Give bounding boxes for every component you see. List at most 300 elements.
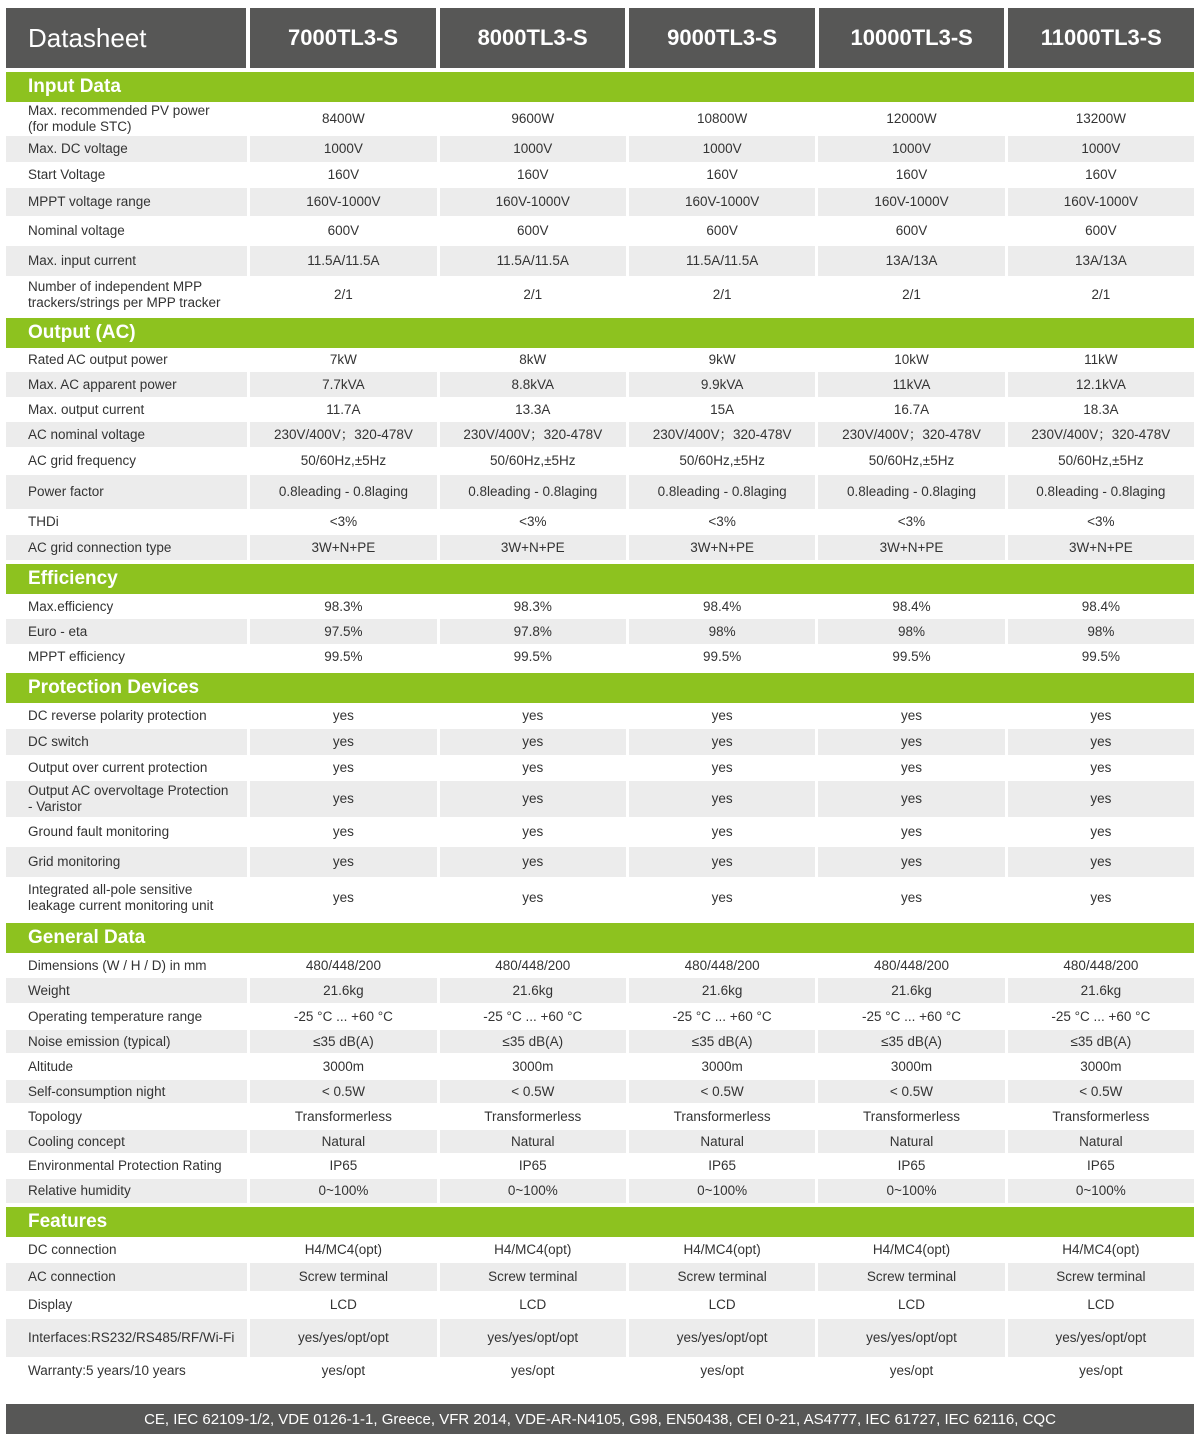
spec-value: 8400W <box>250 102 436 136</box>
spec-value: 1000V <box>250 136 436 162</box>
spec-value: 160V-1000V <box>1008 188 1194 216</box>
spec-value: < 0.5W <box>440 1080 626 1103</box>
spec-value: 3W+N+PE <box>629 535 815 560</box>
spec-value: LCD <box>629 1291 815 1319</box>
spec-value: 99.5% <box>1008 644 1194 669</box>
row-label: Topology <box>6 1103 247 1130</box>
spec-value: 3000m <box>818 1053 1004 1080</box>
spec-value: 11kW <box>1008 348 1194 372</box>
row-label: Start Voltage <box>6 162 247 188</box>
spec-value: yes <box>440 877 626 919</box>
model-header: 7000TL3-S <box>250 8 436 68</box>
spec-value: Screw terminal <box>1008 1263 1194 1291</box>
spec-value: < 0.5W <box>629 1080 815 1103</box>
spec-value: 600V <box>440 216 626 246</box>
spec-value: yes <box>818 781 1004 817</box>
table-row <box>6 1319 1194 1357</box>
spec-value: yes <box>1008 703 1194 729</box>
spec-value: yes <box>629 847 815 877</box>
spec-value: yes <box>250 703 436 729</box>
spec-value: IP65 <box>629 1153 815 1179</box>
section-features <box>6 1207 1194 1385</box>
spec-value: -25 °C ... +60 °C <box>440 1003 626 1030</box>
spec-value: 480/448/200 <box>818 953 1004 978</box>
spec-value: 160V <box>1008 162 1194 188</box>
spec-value: 21.6kg <box>440 978 626 1003</box>
spec-value: H4/MC4(opt) <box>818 1237 1004 1263</box>
table-row <box>6 1263 1194 1291</box>
table-row <box>6 372 1194 397</box>
table-row <box>6 1103 1194 1130</box>
spec-value: yes/yes/opt/opt <box>250 1319 436 1357</box>
table-row <box>6 644 1194 669</box>
table-row <box>6 1053 1194 1080</box>
spec-value: -25 °C ... +60 °C <box>1008 1003 1194 1030</box>
table-row <box>6 1237 1194 1263</box>
spec-value: yes <box>250 877 436 919</box>
spec-value: 0.8leading - 0.8laging <box>629 475 815 509</box>
spec-value: <3% <box>1008 509 1194 535</box>
spec-value: yes <box>629 877 815 919</box>
spec-value: yes <box>250 755 436 781</box>
section-title: Features <box>6 1207 1194 1237</box>
section-input-data <box>6 72 1194 314</box>
spec-value: 160V-1000V <box>250 188 436 216</box>
spec-value: 600V <box>250 216 436 246</box>
spec-value: 3W+N+PE <box>1008 535 1194 560</box>
spec-value: 3W+N+PE <box>250 535 436 560</box>
table-row <box>6 162 1194 188</box>
spec-value: yes/opt <box>250 1357 436 1385</box>
spec-value: 12.1kVA <box>1008 372 1194 397</box>
header-row <box>6 8 1194 68</box>
table-row <box>6 594 1194 619</box>
spec-value: <3% <box>818 509 1004 535</box>
row-label: AC connection <box>6 1263 247 1291</box>
table-row <box>6 781 1194 817</box>
spec-value: Transformerless <box>250 1103 436 1130</box>
spec-value: yes <box>1008 755 1194 781</box>
spec-value: 99.5% <box>818 644 1004 669</box>
spec-value: yes <box>818 817 1004 847</box>
spec-value: 160V <box>250 162 436 188</box>
spec-value: 98.3% <box>440 594 626 619</box>
spec-value: yes <box>440 703 626 729</box>
row-label: AC grid frequency <box>6 447 247 475</box>
spec-value: 0~100% <box>818 1179 1004 1203</box>
spec-value: yes <box>440 755 626 781</box>
spec-value: 0~100% <box>440 1179 626 1203</box>
spec-value: 11.5A/11.5A <box>440 246 626 276</box>
spec-value: 230V/400V；320-478V <box>629 422 815 447</box>
spec-value: yes <box>629 817 815 847</box>
section-title: Protection Devices <box>6 673 1194 703</box>
row-label: Max.efficiency <box>6 594 247 619</box>
spec-value: 99.5% <box>440 644 626 669</box>
row-label: Self-consumption night <box>6 1080 247 1103</box>
row-label: Max. output current <box>6 397 247 422</box>
row-label: Number of independent MPP trackers/strings per MPP tracker <box>6 276 247 314</box>
spec-value: 600V <box>629 216 815 246</box>
table-row <box>6 978 1194 1003</box>
spec-value: yes/yes/opt/opt <box>440 1319 626 1357</box>
table-row <box>6 1030 1194 1053</box>
model-header: 9000TL3-S <box>629 8 815 68</box>
row-label: Warranty:5 years/10 years <box>6 1357 247 1385</box>
spec-value: 2/1 <box>818 276 1004 314</box>
row-label: MPPT voltage range <box>6 188 247 216</box>
spec-value: yes <box>818 877 1004 919</box>
spec-value: LCD <box>440 1291 626 1319</box>
spec-value: yes <box>818 703 1004 729</box>
spec-value: yes <box>818 847 1004 877</box>
row-label: DC switch <box>6 729 247 755</box>
spec-value: 3000m <box>1008 1053 1194 1080</box>
section-output-ac <box>6 318 1194 560</box>
table-row <box>6 509 1194 535</box>
spec-sections <box>6 72 1194 1385</box>
spec-value: yes <box>440 781 626 817</box>
table-row <box>6 102 1194 136</box>
spec-value: ≤35 dB(A) <box>1008 1030 1194 1053</box>
spec-value: 50/60Hz,±5Hz <box>250 447 436 475</box>
spec-value: 160V <box>818 162 1004 188</box>
spec-value: yes <box>818 755 1004 781</box>
spec-value: 160V-1000V <box>629 188 815 216</box>
spec-value: 600V <box>1008 216 1194 246</box>
spec-value: 98.4% <box>818 594 1004 619</box>
spec-value: < 0.5W <box>250 1080 436 1103</box>
spec-value: yes/yes/opt/opt <box>1008 1319 1194 1357</box>
spec-value: 11.5A/11.5A <box>629 246 815 276</box>
spec-value: ≤35 dB(A) <box>250 1030 436 1053</box>
spec-value: 50/60Hz,±5Hz <box>818 447 1004 475</box>
spec-value: 7kW <box>250 348 436 372</box>
row-label: Euro - eta <box>6 619 247 644</box>
spec-value: -25 °C ... +60 °C <box>629 1003 815 1030</box>
spec-value: H4/MC4(opt) <box>250 1237 436 1263</box>
spec-value: Screw terminal <box>818 1263 1004 1291</box>
spec-value: 230V/400V；320-478V <box>1008 422 1194 447</box>
row-label: Power factor <box>6 475 247 509</box>
spec-value: 3000m <box>629 1053 815 1080</box>
spec-value: 11.5A/11.5A <box>250 246 436 276</box>
spec-value: IP65 <box>1008 1153 1194 1179</box>
spec-value: 7.7kVA <box>250 372 436 397</box>
table-row <box>6 1153 1194 1179</box>
spec-value: 3W+N+PE <box>818 535 1004 560</box>
spec-value: yes <box>1008 781 1194 817</box>
spec-value: 21.6kg <box>250 978 436 1003</box>
table-row <box>6 817 1194 847</box>
spec-value: 0.8leading - 0.8laging <box>1008 475 1194 509</box>
row-label: Noise emission (typical) <box>6 1030 247 1053</box>
spec-value: 2/1 <box>250 276 436 314</box>
spec-value: 98.4% <box>629 594 815 619</box>
row-label: Output over current protection <box>6 755 247 781</box>
spec-value: IP65 <box>250 1153 436 1179</box>
spec-value: yes/yes/opt/opt <box>629 1319 815 1357</box>
spec-value: yes/opt <box>818 1357 1004 1385</box>
section-protection-devices <box>6 673 1194 919</box>
spec-value: 12000W <box>818 102 1004 136</box>
spec-value: 3W+N+PE <box>440 535 626 560</box>
table-row <box>6 729 1194 755</box>
row-label: Altitude <box>6 1053 247 1080</box>
certifications-footer: CE, IEC 62109-1/2, VDE 0126-1-1, Greece, VFR 2014, VDE-AR-N4105, G98, EN50438, CEI 0-21, AS4777, IEC 61727, IEC 62116, CQC <box>6 1404 1194 1434</box>
spec-value: Transformerless <box>629 1103 815 1130</box>
row-label: Max. input current <box>6 246 247 276</box>
spec-value: 16.7A <box>818 397 1004 422</box>
row-label: Interfaces:RS232/RS485/RF/Wi-Fi <box>6 1319 247 1357</box>
datasheet-title: Datasheet <box>6 8 246 68</box>
spec-value: 15A <box>629 397 815 422</box>
spec-value: H4/MC4(opt) <box>440 1237 626 1263</box>
spec-value: LCD <box>818 1291 1004 1319</box>
spec-value: LCD <box>250 1291 436 1319</box>
spec-value: 0~100% <box>1008 1179 1194 1203</box>
spec-value: 160V-1000V <box>818 188 1004 216</box>
spec-value: yes <box>250 847 436 877</box>
spec-value: 98% <box>1008 619 1194 644</box>
spec-value: 18.3A <box>1008 397 1194 422</box>
model-header: 11000TL3-S <box>1008 8 1194 68</box>
row-label: AC grid connection type <box>6 535 247 560</box>
spec-value: ≤35 dB(A) <box>629 1030 815 1053</box>
spec-value: 13200W <box>1008 102 1194 136</box>
spec-value: 3000m <box>250 1053 436 1080</box>
datasheet <box>6 8 1194 1385</box>
table-row <box>6 1003 1194 1030</box>
spec-value: 230V/400V；320-478V <box>440 422 626 447</box>
spec-value: yes/yes/opt/opt <box>818 1319 1004 1357</box>
row-label: Relative humidity <box>6 1179 247 1203</box>
section-general-data <box>6 923 1194 1203</box>
table-row <box>6 619 1194 644</box>
spec-value: Natural <box>1008 1130 1194 1153</box>
spec-value: 21.6kg <box>818 978 1004 1003</box>
spec-value: ≤35 dB(A) <box>818 1030 1004 1053</box>
spec-value: 0.8leading - 0.8laging <box>818 475 1004 509</box>
spec-value: 99.5% <box>250 644 436 669</box>
spec-value: 97.5% <box>250 619 436 644</box>
table-row <box>6 1291 1194 1319</box>
spec-value: 2/1 <box>440 276 626 314</box>
table-row <box>6 1357 1194 1385</box>
spec-value: 480/448/200 <box>440 953 626 978</box>
spec-value: 21.6kg <box>1008 978 1194 1003</box>
row-label: Weight <box>6 978 247 1003</box>
spec-value: -25 °C ... +60 °C <box>818 1003 1004 1030</box>
spec-value: yes <box>440 847 626 877</box>
spec-value: 480/448/200 <box>250 953 436 978</box>
row-label: Integrated all-pole sensitive leakage current monitoring unit <box>6 877 247 919</box>
spec-value: yes <box>629 703 815 729</box>
spec-value: 9.9kVA <box>629 372 815 397</box>
spec-value: 160V-1000V <box>440 188 626 216</box>
spec-value: 97.8% <box>440 619 626 644</box>
table-row <box>6 246 1194 276</box>
spec-value: 11kVA <box>818 372 1004 397</box>
row-label: Rated AC output power <box>6 348 247 372</box>
spec-value: 50/60Hz,±5Hz <box>440 447 626 475</box>
spec-value: 480/448/200 <box>629 953 815 978</box>
spec-value: yes <box>818 729 1004 755</box>
model-header: 8000TL3-S <box>440 8 626 68</box>
spec-value: 11.7A <box>250 397 436 422</box>
row-label: DC reverse polarity protection <box>6 703 247 729</box>
table-row <box>6 1179 1194 1203</box>
row-label: Dimensions (W / H / D) in mm <box>6 953 247 978</box>
spec-value: 160V <box>629 162 815 188</box>
spec-value: Transformerless <box>440 1103 626 1130</box>
spec-value: yes <box>1008 817 1194 847</box>
spec-value: yes <box>629 729 815 755</box>
spec-value: 3000m <box>440 1053 626 1080</box>
spec-value: <3% <box>440 509 626 535</box>
spec-value: IP65 <box>440 1153 626 1179</box>
table-row <box>6 188 1194 216</box>
spec-value: LCD <box>1008 1291 1194 1319</box>
spec-value: 98.4% <box>1008 594 1194 619</box>
spec-value: 1000V <box>629 136 815 162</box>
spec-value: 98% <box>818 619 1004 644</box>
row-label: THDi <box>6 509 247 535</box>
spec-value: yes <box>440 729 626 755</box>
spec-value: 13A/13A <box>1008 246 1194 276</box>
spec-value: Screw terminal <box>629 1263 815 1291</box>
spec-value: yes <box>1008 847 1194 877</box>
spec-value: IP65 <box>818 1153 1004 1179</box>
table-row <box>6 136 1194 162</box>
spec-value: yes <box>440 817 626 847</box>
row-label: Cooling concept <box>6 1130 247 1153</box>
spec-value: Screw terminal <box>250 1263 436 1291</box>
spec-value: 480/448/200 <box>1008 953 1194 978</box>
table-row <box>6 1080 1194 1103</box>
spec-value: ≤35 dB(A) <box>440 1030 626 1053</box>
table-row <box>6 847 1194 877</box>
spec-value: Transformerless <box>818 1103 1004 1130</box>
row-label: Output AC overvoltage Protection - Varistor <box>6 781 247 817</box>
spec-value: Natural <box>629 1130 815 1153</box>
spec-value: yes <box>1008 877 1194 919</box>
spec-value: 98% <box>629 619 815 644</box>
row-label: Grid monitoring <box>6 847 247 877</box>
table-row <box>6 953 1194 978</box>
spec-value: 230V/400V；320-478V <box>250 422 436 447</box>
spec-value: 99.5% <box>629 644 815 669</box>
table-row <box>6 755 1194 781</box>
section-title: Efficiency <box>6 564 1194 594</box>
spec-value: 0.8leading - 0.8laging <box>440 475 626 509</box>
row-label: DC connection <box>6 1237 247 1263</box>
row-label: Operating temperature range <box>6 1003 247 1030</box>
spec-value: Screw terminal <box>440 1263 626 1291</box>
row-label: Max. recommended PV power (for module STC) <box>6 102 247 136</box>
spec-value: <3% <box>250 509 436 535</box>
spec-value: 160V <box>440 162 626 188</box>
spec-value: 600V <box>818 216 1004 246</box>
spec-value: yes <box>1008 729 1194 755</box>
row-label: Max. DC voltage <box>6 136 247 162</box>
spec-value: Transformerless <box>1008 1103 1194 1130</box>
spec-value: 1000V <box>1008 136 1194 162</box>
spec-value: 98.3% <box>250 594 436 619</box>
spec-value: <3% <box>629 509 815 535</box>
row-label: Environmental Protection Rating <box>6 1153 247 1179</box>
row-label: AC nominal voltage <box>6 422 247 447</box>
row-label: MPPT efficiency <box>6 644 247 669</box>
spec-value: yes <box>629 781 815 817</box>
table-row <box>6 397 1194 422</box>
table-row <box>6 447 1194 475</box>
spec-value: yes/opt <box>440 1357 626 1385</box>
spec-value: H4/MC4(opt) <box>1008 1237 1194 1263</box>
table-row <box>6 348 1194 372</box>
spec-value: < 0.5W <box>1008 1080 1194 1103</box>
table-row <box>6 422 1194 447</box>
table-row <box>6 1130 1194 1153</box>
spec-value: Natural <box>250 1130 436 1153</box>
table-row <box>6 216 1194 246</box>
spec-value: yes/opt <box>1008 1357 1194 1385</box>
spec-value: Natural <box>440 1130 626 1153</box>
spec-value: 1000V <box>440 136 626 162</box>
spec-value: 0.8leading - 0.8laging <box>250 475 436 509</box>
section-title: General Data <box>6 923 1194 953</box>
spec-value: 0~100% <box>629 1179 815 1203</box>
spec-value: yes <box>250 781 436 817</box>
row-label: Nominal voltage <box>6 216 247 246</box>
model-header: 10000TL3-S <box>819 8 1005 68</box>
spec-value: 9600W <box>440 102 626 136</box>
section-title: Input Data <box>6 72 1194 102</box>
spec-value: < 0.5W <box>818 1080 1004 1103</box>
section-title: Output (AC) <box>6 318 1194 348</box>
row-label: Max. AC apparent power <box>6 372 247 397</box>
row-label: Display <box>6 1291 247 1319</box>
spec-value: 230V/400V；320-478V <box>818 422 1004 447</box>
spec-value: Natural <box>818 1130 1004 1153</box>
spec-value: 8kW <box>440 348 626 372</box>
spec-value: H4/MC4(opt) <box>629 1237 815 1263</box>
spec-value: 10800W <box>629 102 815 136</box>
spec-value: 0~100% <box>250 1179 436 1203</box>
spec-value: 10kW <box>818 348 1004 372</box>
spec-value: -25 °C ... +60 °C <box>250 1003 436 1030</box>
spec-value: 2/1 <box>1008 276 1194 314</box>
table-row <box>6 535 1194 560</box>
spec-value: 2/1 <box>629 276 815 314</box>
section-efficiency <box>6 564 1194 669</box>
spec-value: 21.6kg <box>629 978 815 1003</box>
spec-value: 8.8kVA <box>440 372 626 397</box>
spec-value: 9kW <box>629 348 815 372</box>
spec-value: yes <box>250 729 436 755</box>
table-row <box>6 703 1194 729</box>
spec-value: 50/60Hz,±5Hz <box>629 447 815 475</box>
spec-value: 13.3A <box>440 397 626 422</box>
spec-value: 1000V <box>818 136 1004 162</box>
table-row <box>6 877 1194 919</box>
spec-value: yes/opt <box>629 1357 815 1385</box>
row-label: Ground fault monitoring <box>6 817 247 847</box>
spec-value: 50/60Hz,±5Hz <box>1008 447 1194 475</box>
spec-value: 13A/13A <box>818 246 1004 276</box>
spec-value: yes <box>250 817 436 847</box>
spec-value: yes <box>629 755 815 781</box>
